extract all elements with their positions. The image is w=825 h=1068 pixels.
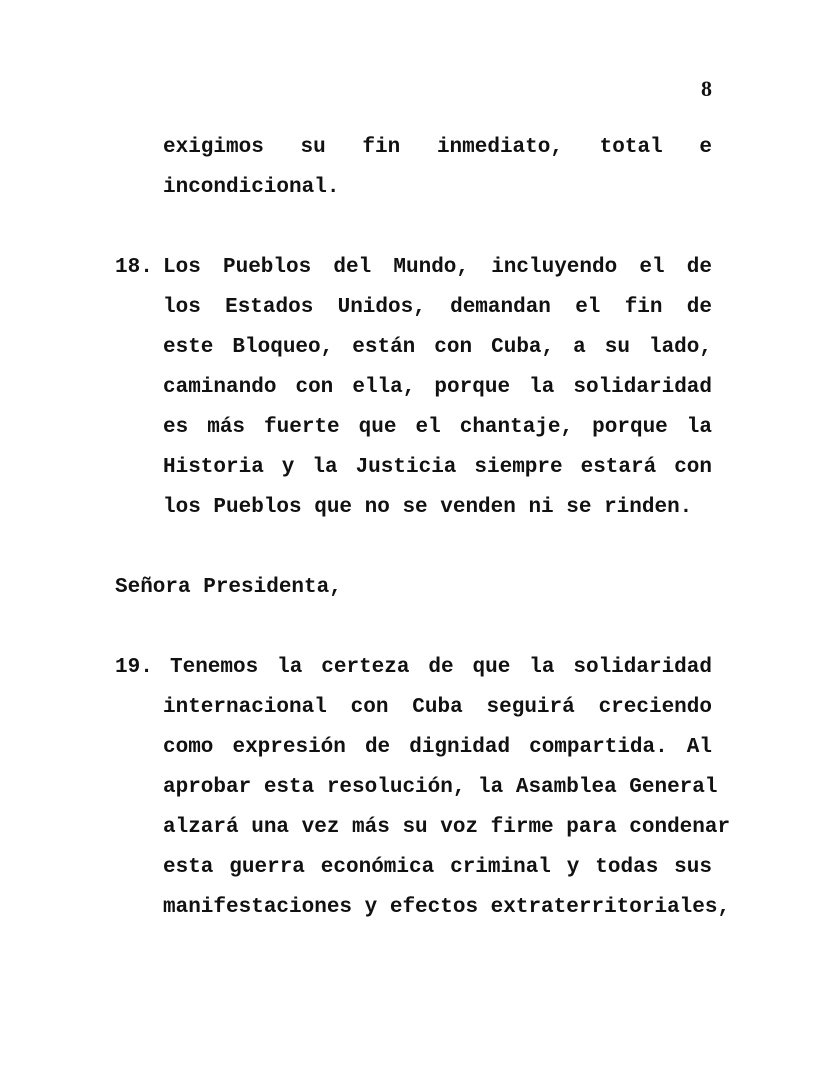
paragraph-number: 18. (115, 256, 153, 279)
text-line: esta guerra económica criminal y todas sus (163, 856, 712, 879)
text-line: manifestaciones y efectos extraterritoriales, (163, 896, 731, 919)
text-line: exigimos su fin inmediato, total e (163, 136, 712, 159)
salutation: Señora Presidenta, (115, 576, 342, 599)
text-line: como expresión de dignidad compartida. Al (163, 736, 712, 759)
page-number: 8 (701, 76, 712, 101)
text-line: Historia y la Justicia siempre estará con (163, 456, 712, 479)
text-line: aprobar esta resolución, la Asamblea General (163, 776, 718, 799)
text-line: los Estados Unidos, demandan el fin de (163, 296, 712, 319)
paragraph-number: 19. (115, 656, 153, 679)
text-line: alzará una vez más su voz firme para condenar (163, 816, 731, 839)
text-line: este Bloqueo, están con Cuba, a su lado, (163, 336, 712, 359)
text-line: los Pueblos que no se venden ni se rinden. (163, 496, 693, 519)
text-line: caminando con ella, porque la solidaridad (163, 376, 712, 399)
text-line: incondicional. (163, 176, 340, 199)
text-line: Tenemos la certeza de que la solidaridad (170, 656, 712, 679)
text-line: Los Pueblos del Mundo, incluyendo el de (163, 256, 712, 279)
text-line: es más fuerte que el chantaje, porque la (163, 416, 712, 439)
text-line: internacional con Cuba seguirá creciendo (163, 696, 712, 719)
